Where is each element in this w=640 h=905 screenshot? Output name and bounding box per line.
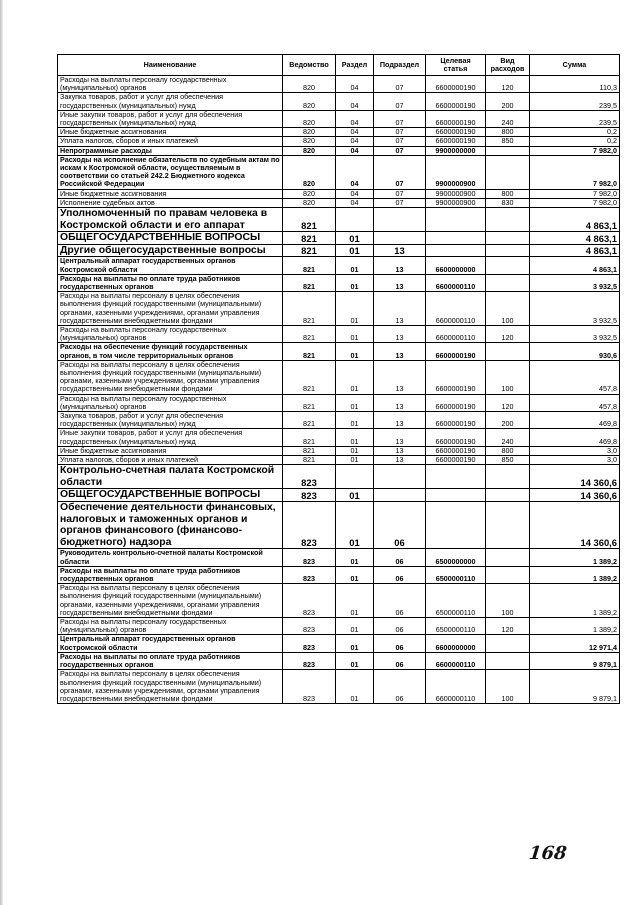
row-expense-type: 850 <box>486 456 530 465</box>
row-expense-type: 120 <box>486 394 530 411</box>
row-expense-type: 100 <box>486 292 530 326</box>
row-expense-type: 800 <box>486 446 530 455</box>
row-name: Другие общегосударственные вопросы <box>58 244 283 257</box>
table-row <box>58 465 620 489</box>
row-sum: 4 863,1 <box>530 257 620 274</box>
row-vedomstvo: 821 <box>283 326 336 343</box>
row-target-article: 6600000190 <box>426 446 486 455</box>
table-row <box>58 549 620 566</box>
row-target-article: 6500000110 <box>426 584 486 618</box>
header-name: Наименование <box>58 55 283 76</box>
row-vedomstvo: 823 <box>283 670 336 704</box>
row-name: ОБЩЕГОСУДАРСТВЕННЫЕ ВОПРОСЫ <box>58 232 283 245</box>
row-vedomstvo: 823 <box>283 489 336 502</box>
row-name: Расходы на выплаты персоналу государственных (муниципальных) органов <box>58 618 283 635</box>
row-sum: 239,5 <box>530 93 620 110</box>
header-target-article: Целевая статья <box>426 55 486 76</box>
row-sum: 457,8 <box>530 360 620 394</box>
row-razdel: 01 <box>336 652 374 669</box>
table-row <box>58 489 620 502</box>
row-podrazdel: 13 <box>374 244 426 257</box>
row-sum: 930,6 <box>530 343 620 360</box>
row-name: Центральный аппарат государственных органов Костромской области <box>58 257 283 274</box>
row-sum: 239,5 <box>530 110 620 127</box>
row-razdel: 01 <box>336 446 374 455</box>
row-podrazdel: 07 <box>374 155 426 189</box>
row-expense-type <box>486 343 530 360</box>
row-vedomstvo: 823 <box>283 618 336 635</box>
row-razdel: 01 <box>336 489 374 502</box>
row-target-article: 6600000190 <box>426 360 486 394</box>
row-vedomstvo: 820 <box>283 198 336 207</box>
row-vedomstvo: 821 <box>283 292 336 326</box>
row-podrazdel: 06 <box>374 502 426 549</box>
row-podrazdel: 06 <box>374 549 426 566</box>
row-target-article: 6600000000 <box>426 635 486 652</box>
row-expense-type: 850 <box>486 137 530 146</box>
header-razdel: Раздел <box>336 55 374 76</box>
row-podrazdel <box>374 232 426 245</box>
scan-edge <box>0 0 3 905</box>
row-expense-type: 100 <box>486 670 530 704</box>
row-name: Расходы на выплаты по оплате труда работников государственных органов <box>58 652 283 669</box>
row-sum: 7 982,0 <box>530 146 620 155</box>
row-name: Иные бюджетные ассигнования <box>58 189 283 198</box>
row-target-article: 6600000000 <box>426 257 486 274</box>
row-name: Расходы на выплаты персоналу государственных (муниципальных) органов <box>58 326 283 343</box>
row-expense-type <box>486 566 530 583</box>
row-expense-type <box>486 489 530 502</box>
row-name: Руководитель контрольно-счетной палаты Костромской области <box>58 549 283 566</box>
row-podrazdel: 13 <box>374 292 426 326</box>
row-razdel: 01 <box>336 394 374 411</box>
row-razdel: 04 <box>336 128 374 137</box>
row-expense-type <box>486 549 530 566</box>
row-vedomstvo: 823 <box>283 635 336 652</box>
row-name: Закупка товаров, работ и услуг для обеспечения государственных (муниципальных) нужд <box>58 93 283 110</box>
table-row <box>58 446 620 455</box>
row-podrazdel: 06 <box>374 670 426 704</box>
table-row <box>58 137 620 146</box>
row-expense-type <box>486 146 530 155</box>
row-podrazdel: 13 <box>374 412 426 429</box>
table-row <box>58 232 620 245</box>
row-podrazdel: 06 <box>374 618 426 635</box>
row-vedomstvo: 821 <box>283 429 336 446</box>
row-razdel: 04 <box>336 189 374 198</box>
row-razdel: 01 <box>336 292 374 326</box>
row-target-article: 6600000190 <box>426 110 486 127</box>
row-sum: 3 932,5 <box>530 274 620 291</box>
row-expense-type <box>486 257 530 274</box>
table-row <box>58 257 620 274</box>
row-name: Исполнение судебных актов <box>58 198 283 207</box>
row-podrazdel: 07 <box>374 198 426 207</box>
row-razdel: 01 <box>336 360 374 394</box>
row-razdel: 01 <box>336 412 374 429</box>
row-name: Расходы на выплаты персоналу государственных (муниципальных) органов <box>58 76 283 93</box>
row-target-article: 6600000190 <box>426 394 486 411</box>
row-podrazdel: 07 <box>374 137 426 146</box>
table-row <box>58 618 620 635</box>
row-sum: 7 982,0 <box>530 198 620 207</box>
row-name: Иные бюджетные ассигнования <box>58 128 283 137</box>
row-sum: 3 932,5 <box>530 292 620 326</box>
row-sum: 7 982,0 <box>530 189 620 198</box>
row-target-article: 6600000190 <box>426 93 486 110</box>
row-sum: 12 971,4 <box>530 635 620 652</box>
row-vedomstvo: 821 <box>283 244 336 257</box>
table-row <box>58 412 620 429</box>
row-sum: 469,8 <box>530 412 620 429</box>
row-sum: 1 389,2 <box>530 618 620 635</box>
row-target-article <box>426 208 486 232</box>
table-row <box>58 566 620 583</box>
table-row <box>58 93 620 110</box>
row-sum: 9 879,1 <box>530 670 620 704</box>
row-vedomstvo: 823 <box>283 652 336 669</box>
row-name: Контрольно-счетная палата Костромской области <box>58 465 283 489</box>
table-row <box>58 394 620 411</box>
table-row <box>58 343 620 360</box>
row-sum: 3,0 <box>530 456 620 465</box>
row-target-article <box>426 489 486 502</box>
row-name: Расходы на выплаты персоналу в целях обеспечения выполнения функций государственными (муниципальными) органами, казенными учреждениями, органами управления государственными внебюджетными фондами <box>58 670 283 704</box>
row-podrazdel: 13 <box>374 326 426 343</box>
row-target-article: 6600000190 <box>426 137 486 146</box>
row-podrazdel <box>374 465 426 489</box>
row-vedomstvo: 821 <box>283 257 336 274</box>
row-razdel: 04 <box>336 155 374 189</box>
row-name: Расходы на исполнение обязательств по судебным актам по искам к Костромской области, осуществляемым в соответствии со статьей 242.2 Бюджетного кодекса Российской Федерации <box>58 155 283 189</box>
row-target-article: 6600000190 <box>426 429 486 446</box>
row-target-article: 6600000190 <box>426 343 486 360</box>
row-razdel: 01 <box>336 502 374 549</box>
row-vedomstvo: 821 <box>283 232 336 245</box>
row-name: Непрограммные расходы <box>58 146 283 155</box>
row-name: Иные закупки товаров, работ и услуг для обеспечения государственных (муниципальных) нужд <box>58 110 283 127</box>
row-razdel: 01 <box>336 549 374 566</box>
row-vedomstvo: 820 <box>283 137 336 146</box>
row-name: Расходы на выплаты персоналу в целях обеспечения выполнения функций государственными (муниципальными) органами, казенными учреждениями, органами управления государственными внебюджетными фондами <box>58 584 283 618</box>
row-sum: 110,3 <box>530 76 620 93</box>
row-razdel: 04 <box>336 137 374 146</box>
row-vedomstvo: 823 <box>283 549 336 566</box>
row-podrazdel: 13 <box>374 274 426 291</box>
row-sum: 4 863,1 <box>530 208 620 232</box>
row-vedomstvo: 823 <box>283 566 336 583</box>
table-row <box>58 208 620 232</box>
row-razdel: 01 <box>336 257 374 274</box>
row-target-article: 6600000110 <box>426 670 486 704</box>
row-vedomstvo: 820 <box>283 189 336 198</box>
row-podrazdel: 07 <box>374 110 426 127</box>
row-vedomstvo: 821 <box>283 343 336 360</box>
row-target-article: 9900000900 <box>426 189 486 198</box>
row-name: Расходы на выплаты по оплате труда работников государственных органов <box>58 566 283 583</box>
row-expense-type <box>486 465 530 489</box>
row-vedomstvo: 820 <box>283 76 336 93</box>
row-target-article: 9900000900 <box>426 198 486 207</box>
row-podrazdel: 06 <box>374 635 426 652</box>
row-vedomstvo: 823 <box>283 502 336 549</box>
table-row <box>58 128 620 137</box>
row-razdel: 01 <box>336 343 374 360</box>
row-vedomstvo: 821 <box>283 446 336 455</box>
budget-table <box>57 54 620 704</box>
row-expense-type <box>486 502 530 549</box>
row-expense-type: 800 <box>486 189 530 198</box>
row-sum: 14 360,6 <box>530 502 620 549</box>
row-name: Иные бюджетные ассигнования <box>58 446 283 455</box>
row-target-article: 6500000110 <box>426 566 486 583</box>
row-razdel: 01 <box>336 566 374 583</box>
table-body <box>58 76 620 704</box>
table-row <box>58 360 620 394</box>
row-expense-type: 100 <box>486 584 530 618</box>
row-target-article: 9900000000 <box>426 146 486 155</box>
table-row <box>58 652 620 669</box>
row-name: Расходы на выплаты персоналу государственных (муниципальных) органов <box>58 394 283 411</box>
row-podrazdel: 07 <box>374 128 426 137</box>
row-target-article <box>426 502 486 549</box>
table-row <box>58 146 620 155</box>
row-expense-type <box>486 155 530 189</box>
row-sum: 14 360,6 <box>530 465 620 489</box>
row-target-article: 6600000190 <box>426 412 486 429</box>
row-expense-type: 800 <box>486 128 530 137</box>
row-sum: 1 389,2 <box>530 584 620 618</box>
table-row <box>58 189 620 198</box>
row-name: Иные закупки товаров, работ и услуг для обеспечения государственных (муниципальных) нужд <box>58 429 283 446</box>
row-expense-type: 830 <box>486 198 530 207</box>
table-row <box>58 244 620 257</box>
row-razdel: 01 <box>336 635 374 652</box>
row-vedomstvo: 820 <box>283 146 336 155</box>
row-sum: 1 389,2 <box>530 549 620 566</box>
row-vedomstvo: 821 <box>283 208 336 232</box>
row-expense-type <box>486 652 530 669</box>
table-row <box>58 274 620 291</box>
row-razdel: 01 <box>336 670 374 704</box>
handwritten-page-number: 168 <box>527 843 568 864</box>
table-row <box>58 584 620 618</box>
row-target-article: 9900000900 <box>426 155 486 189</box>
row-razdel: 04 <box>336 146 374 155</box>
row-sum: 1 389,2 <box>530 566 620 583</box>
row-razdel: 01 <box>336 456 374 465</box>
row-name: Уплата налогов, сборов и иных платежей <box>58 137 283 146</box>
row-expense-type: 240 <box>486 110 530 127</box>
table-row <box>58 76 620 93</box>
row-vedomstvo: 821 <box>283 360 336 394</box>
row-target-article: 6600000110 <box>426 274 486 291</box>
table-row <box>58 198 620 207</box>
row-expense-type: 120 <box>486 326 530 343</box>
row-razdel: 01 <box>336 274 374 291</box>
row-expense-type: 120 <box>486 618 530 635</box>
row-podrazdel: 13 <box>374 257 426 274</box>
row-razdel: 01 <box>336 232 374 245</box>
row-sum: 469,8 <box>530 429 620 446</box>
row-podrazdel <box>374 208 426 232</box>
row-podrazdel <box>374 489 426 502</box>
header-expense-type: Вид расходов <box>486 55 530 76</box>
row-name: ОБЩЕГОСУДАРСТВЕННЫЕ ВОПРОСЫ <box>58 489 283 502</box>
row-sum: 3,0 <box>530 446 620 455</box>
row-vedomstvo: 820 <box>283 128 336 137</box>
row-sum: 0,2 <box>530 137 620 146</box>
header-podrazdel: Подраздел <box>374 55 426 76</box>
table-row <box>58 292 620 326</box>
row-name: Обеспечение деятельности финансовых, налоговых и таможенных органов и органов финансового (финансово-бюджетного) надзора <box>58 502 283 549</box>
row-razdel: 01 <box>336 618 374 635</box>
row-razdel: 01 <box>336 244 374 257</box>
header-vedomstvo: Ведомство <box>283 55 336 76</box>
row-sum: 3 932,5 <box>530 326 620 343</box>
row-podrazdel: 13 <box>374 360 426 394</box>
table-row <box>58 429 620 446</box>
row-target-article: 6600000190 <box>426 456 486 465</box>
row-target-article: 6600000110 <box>426 292 486 326</box>
row-name: Уплата налогов, сборов и иных платежей <box>58 456 283 465</box>
row-target-article <box>426 465 486 489</box>
row-target-article <box>426 232 486 245</box>
row-name: Уполномоченный по правам человека в Костромской области и его аппарат <box>58 208 283 232</box>
row-podrazdel: 13 <box>374 343 426 360</box>
table-row <box>58 326 620 343</box>
row-expense-type <box>486 208 530 232</box>
row-expense-type: 200 <box>486 93 530 110</box>
table-row <box>58 502 620 549</box>
row-sum: 4 863,1 <box>530 244 620 257</box>
row-vedomstvo: 821 <box>283 412 336 429</box>
row-target-article <box>426 244 486 257</box>
table-row <box>58 635 620 652</box>
table-row <box>58 670 620 704</box>
row-expense-type: 120 <box>486 76 530 93</box>
row-podrazdel: 13 <box>374 394 426 411</box>
row-name: Закупка товаров, работ и услуг для обеспечения государственных (муниципальных) нужд <box>58 412 283 429</box>
row-razdel: 01 <box>336 584 374 618</box>
row-expense-type <box>486 274 530 291</box>
row-name: Расходы на обеспечение функций государственных органов, в том числе территориальных органов <box>58 343 283 360</box>
row-expense-type <box>486 635 530 652</box>
row-sum: 14 360,6 <box>530 489 620 502</box>
row-podrazdel: 13 <box>374 446 426 455</box>
row-vedomstvo: 823 <box>283 465 336 489</box>
row-sum: 9 879,1 <box>530 652 620 669</box>
row-podrazdel: 13 <box>374 456 426 465</box>
row-podrazdel: 07 <box>374 93 426 110</box>
row-name: Центральный аппарат государственных органов Костромской области <box>58 635 283 652</box>
row-razdel: 01 <box>336 429 374 446</box>
row-expense-type: 240 <box>486 429 530 446</box>
table-row <box>58 155 620 189</box>
table-header-row <box>58 55 620 76</box>
row-podrazdel: 06 <box>374 652 426 669</box>
row-vedomstvo: 821 <box>283 394 336 411</box>
row-vedomstvo: 821 <box>283 274 336 291</box>
row-razdel: 04 <box>336 76 374 93</box>
row-razdel <box>336 465 374 489</box>
row-target-article: 6600000110 <box>426 652 486 669</box>
row-podrazdel: 06 <box>374 566 426 583</box>
row-target-article: 6600000190 <box>426 76 486 93</box>
row-podrazdel: 06 <box>374 584 426 618</box>
row-name: Расходы на выплаты персоналу в целях обеспечения выполнения функций государственными (муниципальными) органами, казенными учреждениями, органами управления государственными внебюджетными фондами <box>58 292 283 326</box>
row-vedomstvo: 823 <box>283 584 336 618</box>
row-vedomstvo: 821 <box>283 456 336 465</box>
row-razdel: 04 <box>336 110 374 127</box>
row-expense-type <box>486 232 530 245</box>
row-target-article: 6600000110 <box>426 326 486 343</box>
row-razdel: 01 <box>336 326 374 343</box>
table-row <box>58 456 620 465</box>
row-podrazdel: 07 <box>374 76 426 93</box>
row-vedomstvo: 820 <box>283 93 336 110</box>
row-vedomstvo: 820 <box>283 155 336 189</box>
row-sum: 457,8 <box>530 394 620 411</box>
row-podrazdel: 07 <box>374 189 426 198</box>
row-razdel: 04 <box>336 93 374 110</box>
row-name: Расходы на выплаты персоналу в целях обеспечения выполнения функций государственными (муниципальными) органами, казенными учреждениями, органами управления государственными внебюджетными фондами <box>58 360 283 394</box>
row-sum: 7 982,0 <box>530 155 620 189</box>
row-target-article: 6500000000 <box>426 549 486 566</box>
row-sum: 0,2 <box>530 128 620 137</box>
row-expense-type: 100 <box>486 360 530 394</box>
row-expense-type <box>486 244 530 257</box>
header-sum: Сумма <box>530 55 620 76</box>
row-podrazdel: 13 <box>374 429 426 446</box>
row-target-article: 6500000110 <box>426 618 486 635</box>
row-sum: 4 863,1 <box>530 232 620 245</box>
row-podrazdel: 07 <box>374 146 426 155</box>
table-row <box>58 110 620 127</box>
row-name: Расходы на выплаты по оплате труда работников государственных органов <box>58 274 283 291</box>
row-vedomstvo: 820 <box>283 110 336 127</box>
row-target-article: 6600000190 <box>426 128 486 137</box>
row-razdel: 04 <box>336 198 374 207</box>
row-razdel <box>336 208 374 232</box>
row-expense-type: 200 <box>486 412 530 429</box>
